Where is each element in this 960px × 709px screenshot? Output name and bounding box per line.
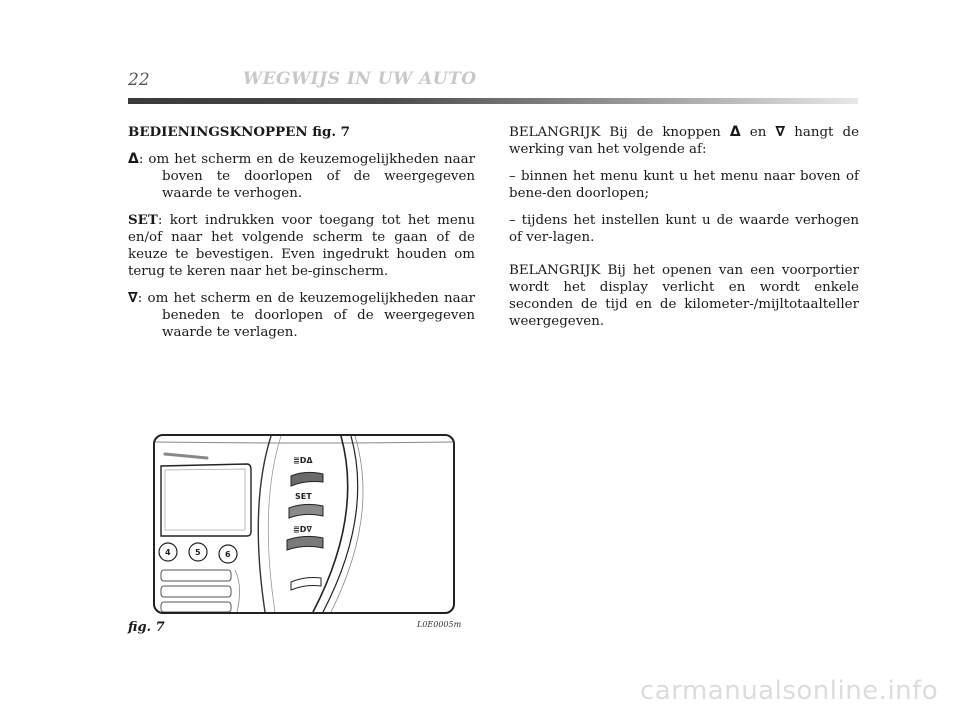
up-triangle-icon: Δ <box>128 151 139 167</box>
up-button-label: ≣DΔ <box>293 456 313 465</box>
watermark[interactable]: carmanualsonline.info <box>640 676 939 706</box>
dashboard-illustration <box>155 436 453 612</box>
set-button-description <box>128 212 475 280</box>
set-label: SET <box>128 212 158 228</box>
section-heading: BEDIENINGSKNOPPEN fig. 7 <box>128 124 350 140</box>
keypad-key-6: 6 <box>225 550 231 559</box>
down-triangle-icon: ∇ <box>128 290 138 306</box>
page-number: 22 <box>128 70 150 90</box>
note1-mid: en <box>740 125 776 140</box>
right-column <box>509 124 859 340</box>
figure-code: L0E0005m <box>417 620 462 629</box>
figure-caption: fig. 7 <box>128 620 165 635</box>
down-button-text: : om het scherm en de keuzemogelijkheden naar beneden te doorlopen of de weergegeven waarde te verlagen. <box>137 291 475 340</box>
down-button-description <box>128 290 475 341</box>
up-button-text: : om het scherm en de keuzemogelijkheden naar boven te doorlopen of de weergegeven waarde te verhogen. <box>138 152 475 201</box>
set-button-label: SET <box>295 492 312 501</box>
left-column <box>128 124 475 351</box>
running-title: WEGWIJS IN UW AUTO <box>243 69 477 89</box>
down-button-label: ≣D∇ <box>293 525 312 534</box>
note-up-triangle-icon: Δ <box>729 124 741 140</box>
keypad-key-5: 5 <box>195 548 201 557</box>
up-button-description <box>128 151 475 202</box>
note-down-triangle-icon: ∇ <box>775 124 786 140</box>
note1-prefix: BELANGRIJK Bij de knoppen <box>509 125 730 140</box>
dashboard-figure <box>153 434 455 614</box>
important-note-buttons <box>509 124 859 158</box>
set-button-text: : kort indrukken voor toegang tot het menu en/of naar het volgende scherm te gaan of de keuze te bevestigen. Even ingedrukt houden om terug te keren naar het be-ginscherm. <box>128 213 475 279</box>
bullet-setting: – tijdens het instellen kunt u de waarde verhogen of ver-lagen. <box>509 213 859 245</box>
note1-suffix: hangt de werking van het volgende af: <box>509 125 859 157</box>
keypad-key-4: 4 <box>165 548 171 557</box>
important-note-door: BELANGRIJK Bij het openen van een voorportier wordt het display verlicht en wordt enkele seconden de tijd en de kilometer-/mijltotaalteller weergegeven. <box>509 263 859 329</box>
header-rule <box>128 98 858 104</box>
bullet-menu: – binnen het menu kunt u het menu naar boven of bene-den doorlopen; <box>509 169 859 201</box>
